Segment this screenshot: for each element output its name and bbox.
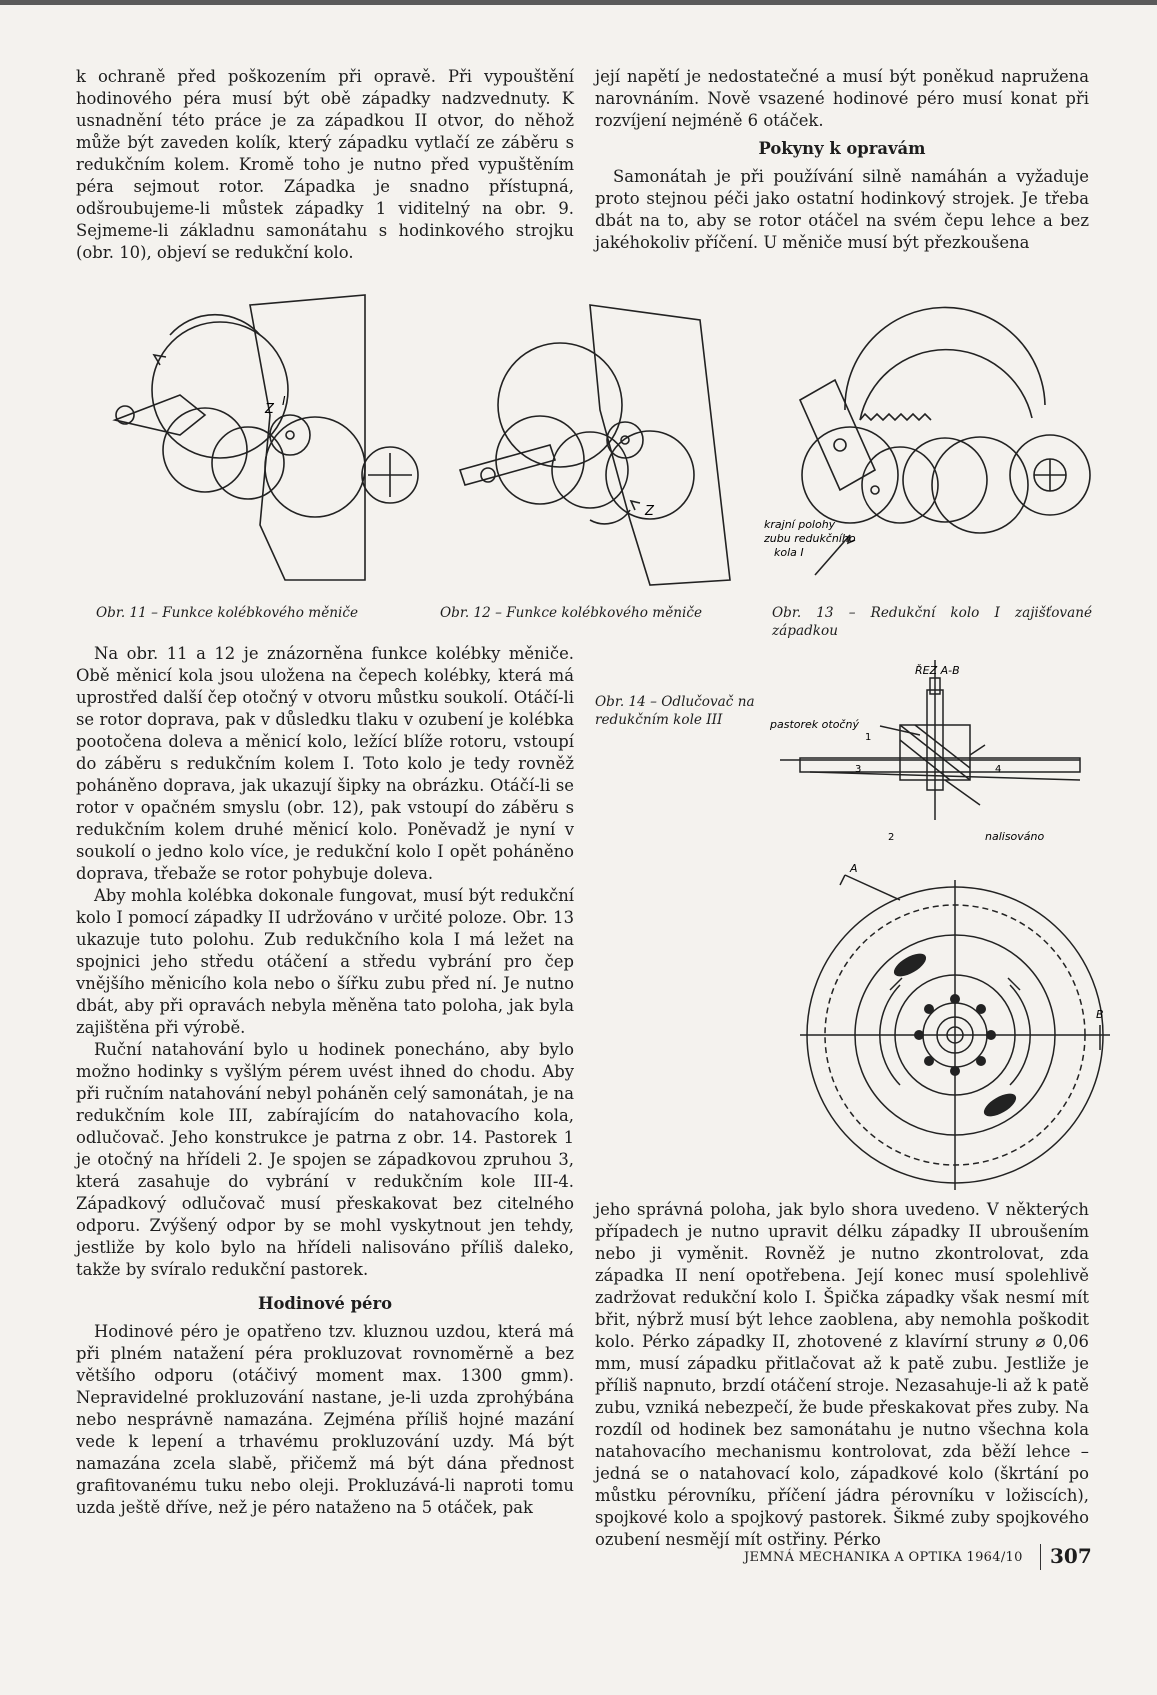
text-column-top-right xyxy=(595,66,1089,254)
section-heading: Hodinové péro xyxy=(257,1294,393,1313)
figure-annotation: kola I xyxy=(774,546,804,559)
section-marker: A xyxy=(850,862,858,875)
figure-12-caption: Obr. 12 – Funkce kolébkového měniče xyxy=(440,605,703,621)
paragraph: Hodinové péro je opatřeno tzv. kluznou uzdou, která má při plném natažení péra prokluzovat rovnoměrně a bez většího odporu (otáčivý moment max. 1300 gmm). Nepravidelné prokluzování nastane, je-li uzda zprohýbána nebo nesprávně namazána. Zejména příliš hojné mazání vede k lepení a trhavému prokluzování uzdy. Má být namazána zcela slabě, přičemž má být dána přednost grafitovanému tuku nebo oleji. Prokluzává-li naproti tomu uzda ještě dříve, než je péro nataženo na 5 otáček, pak xyxy=(76,1322,574,1517)
text-column-bottom-left xyxy=(76,643,574,1519)
part-number: 3 xyxy=(855,764,862,775)
figure-annotation: zubu redukčního xyxy=(764,532,856,545)
figure-label: I xyxy=(282,394,286,408)
paragraph: Ruční natahování bylo u hodinek ponecháno, aby bylo možno hodinky s vyšlým pérem uvést ihned do chodu. Aby při ručním natahování nebyl poháněn celý samonátah, je na redukčním kole III, zabírajícím do natahovacího kola, odlučovač. Jeho konstrukce je patrna z obr. 14. Pastorek 1 je otočný na hřídeli 2. Je spojen se západkovou zpruhou 3, která zasahuje do vybrání v redukčním kole III-4. Západkový odlučovač musí přeskakovat bez citelného odporu. Zvýšený odpor by se mohl vyskytnout jen tehdy, jestliže by kolo bylo na hřídeli nalisováno příliš daleko, takže by svíralo redukční pastorek. xyxy=(76,1040,574,1279)
figure-14-caption: Obr. 14 – Odlučovač na redukčním kole III xyxy=(595,694,755,728)
part-number: 2 xyxy=(888,832,895,843)
paragraph: Aby mohla kolébka dokonale fungovat, musí být redukční kolo I pomocí západky II udržováno v určité poloze. Obr. 13 ukazuje tuto polohu. Zub redukčního kola I má ležet na spojnici jeho středu otáčení a středu vybrání pro čep vnějšího měnicího kola nebo o šířku zubu před ní. Je nutno dbát, aby při opravách nebyla měněna tato poloha, jak byla zajištěna při výrobě. xyxy=(76,886,574,1037)
scan-edge xyxy=(0,0,1157,5)
section-title: ŘEZ A-B xyxy=(915,664,960,677)
figure-label: Z xyxy=(265,402,274,417)
text-column-top-left xyxy=(76,66,574,264)
paragraph: k ochraně před poškozením při opravě. Při vypouštění hodinového péra musí být obě západky nadzvednuty. K usnadnění této práce je za západkou II otvor, do něhož může být zaveden kolík, který západku vytlačí ze záběru s redukčním kolem. Kromě toho je nutno před vypuštěním péra sejmout rotor. Západka je snadno přístupná, odšroubujeme-li můstek západky 1 viditelný na obr. 9. Sejmeme-li základnu samonátahu s hodinkového strojku (obr. 10), objeví se redukční kolo. xyxy=(76,67,574,262)
figure-11-caption: Obr. 11 – Funkce kolébkového měniče xyxy=(96,605,359,621)
figure-11-drawing xyxy=(110,295,425,585)
page-number: 307 xyxy=(1050,1544,1092,1568)
text-column-bottom-right xyxy=(595,1199,1089,1551)
figure-annotation: krajní polohy xyxy=(764,518,836,531)
figure-14-plan-drawing xyxy=(800,860,1120,1200)
footer-divider xyxy=(1040,1544,1041,1570)
figure-13-drawing xyxy=(764,320,1100,580)
journal-footer: JEMNÁ MECHANIKA A OPTIKA 1964/10 xyxy=(744,1550,1023,1565)
section-heading: Pokyny k opravám xyxy=(758,139,926,158)
paragraph: Na obr. 11 a 12 je znázorněna funkce kolébky měniče. Obě měnicí kola jsou uložena na čepech kolébky, která má uprostřed další čep otočný v otvoru můstku soukolí. Otáčí-li se rotor doprava, pak v důsledku tlaku v ozubení je kolébka pootočena doleva a měnicí kolo, ležící blíže rotoru, vstoupí do záběru s redukčním kolem I. Toto kolo je tedy rovněž poháněno doprava, jak ukazují šipky na obrázku. Otáčí-li se rotor v opačném smyslu (obr. 12), pak vstoupí do záběru s redukčním kolem druhé měnicí kolo. Poněvadž je nyní v soukolí o jedno kolo více, je redukční kolo I opět poháněno doprava, třebaže se rotor pohybuje doleva. xyxy=(76,644,574,883)
figure-14-section-drawing xyxy=(770,660,1100,860)
paragraph: Samonátah je při používání silně namáhán a vyžaduje proto stejnou péči jako ostatní hodinkový strojek. Je třeba dbát na to, aby se rotor otáčel na svém čepu lehce a bez jakéhokoliv příčení. U měniče musí být přezkoušena xyxy=(595,167,1089,252)
pressed-label: nalisováno xyxy=(985,830,1045,843)
section-marker: B xyxy=(1096,1008,1104,1021)
figure-12-drawing xyxy=(440,300,780,590)
paragraph: její napětí je nedostatečné a musí být poněkud napružena narovnáním. Nově vsazené hodinové péro musí konat při rozvíjení nejméně 6 otáček. xyxy=(595,67,1089,130)
part-number: 4 xyxy=(995,764,1002,775)
paragraph: jeho správná poloha, jak bylo shora uvedeno. V některých případech je nutno upravit délku západky II ubroušením nebo ji vyměnit. Rovněž je nutno zkontrolovat, zda západka II není opotřebena. Její konec musí spolehlivě zadržovat redukční kolo I. Špička západky však nesmí mít břit, nýbrž musí být lehce zaoblena, aby nemohla poškodit kolo. Pérko západky II, zhotovené z klavírní struny ⌀ 0,06 mm, musí západku přitlačovat až k patě zubu. Jestliže je příliš napnuto, brzdí otáčení stroje. Nezasahuje-li až k patě zubu, vzniká nebezpečí, že bude přeskakovat přes zuby. Na rozdíl od hodinek bez samonátahu je nutno všechna kola natahovacího mechanismu kontrolovat, zda běží lehce – jedná se o natahovací kolo, západkové kolo (škrtání po můstku pérovníku, příčení jádra pérovníku v ložiscích), spojkové kolo a spojkový pastorek. Šikmé zuby spojkového ozubení nesmějí mít ostřiny. Pérko xyxy=(595,1200,1089,1549)
figure-label: Z xyxy=(645,504,654,519)
pinion-label: pastorek otočný xyxy=(770,718,859,731)
figure-13-caption: Obr. 13 – Redukční kolo I zajišťované západkou xyxy=(772,605,1092,639)
part-number: 1 xyxy=(865,732,872,743)
